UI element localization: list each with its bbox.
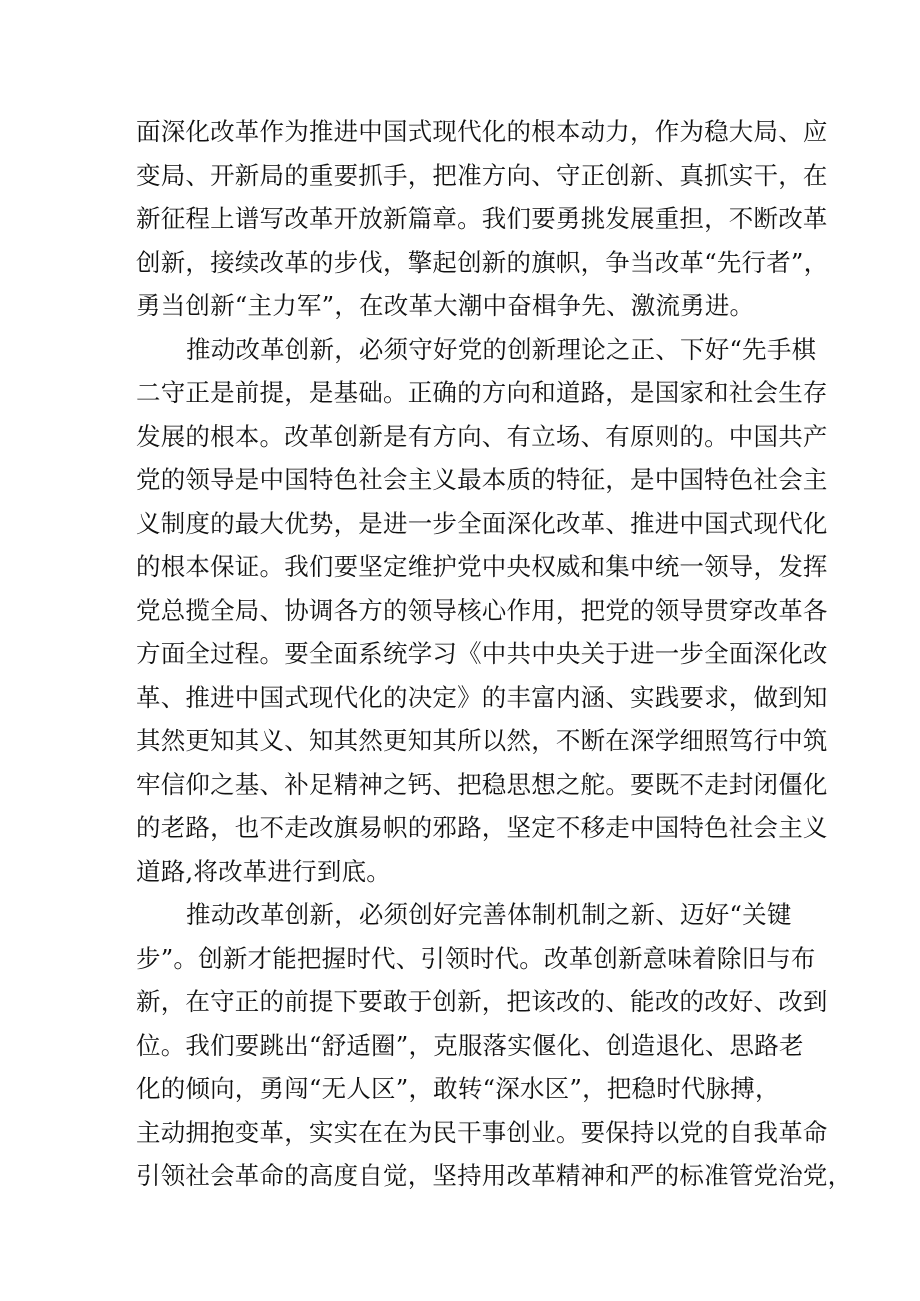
text-line: 二守正是前提，是基础。正确的方向和道路，是国家和社会生存 (136, 378, 828, 407)
text-line: 革、推进中国式现代化的决定》的丰富内涵、实践要求，做到知 (136, 683, 828, 712)
text-line: 党总揽全局、协调各方的领导核心作用，把党的领导贯穿改革各 (136, 596, 828, 625)
paragraph-start-line: 推动改革创新，必须创好完善体制机制之新、迈好“关键 (186, 900, 792, 929)
text-line: 新征程上谱写改革开放新篇章。我们要勇挑发展重担，不断改革 (136, 204, 828, 233)
text-line: 牢信仰之基、补足精神之钙、把稳思想之舵。要既不走封闭僵化 (136, 770, 828, 799)
text-line: 道路,将改革进行到底。 (136, 857, 391, 886)
text-line: 党的领导是中国特色社会主义最本质的特征，是中国特色社会主 (136, 465, 828, 494)
text-line: 义制度的最大优势，是进一步全面深化改革、推进中国式现代化 (136, 509, 828, 538)
paragraph-start-line: 推动改革创新，必须守好党的创新理论之正、下好“先手棋 (186, 335, 817, 364)
text-line: 变局、开新局的重要抓手，把准方向、守正创新、真抓实干，在 (136, 161, 828, 190)
text-line: 的根本保证。我们要坚定维护党中央权威和集中统一领导，发挥 (136, 552, 828, 581)
text-line: 化的倾向，勇闯“无人区”，敢转“深水区”，把稳时代脉搏， (136, 1074, 780, 1103)
text-line: 发展的根本。改革创新是有方向、有立场、有原则的。中国共产 (136, 422, 828, 451)
text-line: 新，在守正的前提下要敢于创新，把该改的、能改的改好、改到 (136, 987, 828, 1016)
text-line: 主动拥抱变革，实实在在为民干事创业。要保持以党的自我革命 (136, 1118, 828, 1147)
text-line: 面深化改革作为推进中国式现代化的根本动力，作为稳大局、应 (136, 117, 828, 146)
text-line: 其然更知其义、知其然更知其所以然，不断在深学细照笃行中筑 (136, 726, 828, 755)
text-line: 位。我们要跳出“舒适圈”，克服落实偃化、创造退化、思路老 (136, 1031, 804, 1060)
text-line: 勇当创新“主力军”，在改革大潮中奋楫争先、激流勇进。 (136, 291, 755, 320)
text-line: 步”。创新才能把握时代、引领时代。改革创新意味着除旧与布 (136, 944, 816, 973)
text-line: 引领社会革命的高度自觉，坚持用改革精神和严的标准管党治党， (136, 1161, 853, 1190)
text-line: 的老路，也不走改旗易帜的邪路，坚定不移走中国特色社会主义 (136, 813, 828, 842)
text-line: 方面全过程。要全面系统学习《中共中央关于进一步全面深化改 (136, 639, 828, 668)
text-line: 创新，接续改革的步伐，擎起创新的旗帜，争当改革“先行者”， (136, 248, 829, 277)
